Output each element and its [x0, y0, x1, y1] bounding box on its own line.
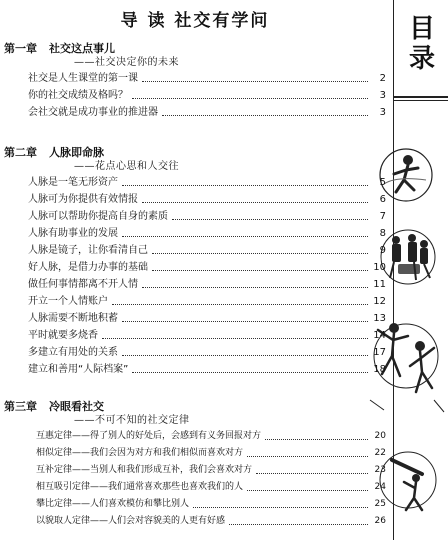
dot-leader — [112, 304, 368, 305]
entry-page: 7 — [379, 211, 386, 222]
dot-leader — [247, 456, 368, 457]
chapter-subtitle: ——花点心思和人交往 — [74, 161, 179, 172]
chapter-number: 第一章 — [4, 42, 37, 55]
dot-leader — [142, 287, 368, 288]
toc-entry[interactable] — [4, 293, 390, 310]
chapter-title: 社交这点事儿 — [49, 42, 115, 55]
entry-title: 以貌取人定律——人们会对容貌美的人更有好感 — [36, 516, 226, 526]
entry-title: 互惠定律——得了别人的好处后，会感到有义务回报对方 — [36, 431, 262, 441]
entry-page: 23 — [374, 465, 386, 475]
entry-title: 人脉可以帮助你提高自身的素质 — [28, 211, 168, 222]
entry-page: 12 — [373, 296, 386, 307]
side-title-char: 录 — [408, 44, 435, 74]
chapter-heading — [4, 146, 390, 160]
toc-entry[interactable] — [4, 445, 390, 462]
toc-entry[interactable] — [4, 208, 390, 225]
dot-leader — [102, 338, 368, 339]
side-strip — [393, 0, 448, 540]
dot-leader — [162, 115, 368, 116]
entry-page: 13 — [373, 313, 386, 324]
toc-entry[interactable] — [4, 327, 390, 344]
entry-title: 人脉有助事业的发展 — [28, 228, 118, 239]
dot-leader — [172, 219, 368, 220]
side-title-char: 目 — [408, 14, 435, 44]
toc-entry[interactable] — [4, 496, 390, 513]
entry-page: 17 — [373, 347, 386, 358]
dot-leader — [247, 490, 368, 491]
dot-leader — [122, 321, 368, 322]
toc-entry[interactable] — [4, 361, 390, 378]
entry-title: 平时就要多烧香 — [28, 330, 98, 341]
dot-leader — [152, 253, 368, 254]
entry-title: 攀比定律——人们喜欢模仿和攀比别人 — [36, 499, 190, 509]
toc-entry[interactable] — [4, 344, 390, 361]
dot-leader — [132, 98, 368, 99]
chapter-heading — [4, 400, 390, 414]
entry-title: 建立和善用“人际档案” — [28, 364, 129, 375]
toc-entry[interactable] — [4, 104, 390, 121]
dot-leader — [229, 524, 368, 525]
entry-title: 人脉需要不断地积蓄 — [28, 313, 118, 324]
chapter-section — [4, 400, 390, 530]
toc-entry[interactable] — [4, 191, 390, 208]
entry-title: 会社交就是成功事业的推进器 — [28, 107, 158, 118]
chapter-section — [4, 42, 390, 121]
entry-title: 互补定律——当别人和我们形成互补，我们会喜欢对方 — [36, 465, 253, 475]
entry-title: 人脉是一笔无形资产 — [28, 177, 118, 188]
dot-leader — [265, 439, 368, 440]
entry-page: 18 — [373, 364, 386, 375]
dot-leader — [122, 236, 368, 237]
entry-title: 社交是人生课堂的第一课 — [28, 73, 138, 84]
dot-leader — [142, 202, 368, 203]
chapter-subtitle: ——社交决定你的未来 — [74, 57, 179, 68]
toc-entry[interactable] — [4, 276, 390, 293]
toc-entry[interactable] — [4, 70, 390, 87]
entry-page: 3 — [379, 90, 386, 101]
dot-leader — [122, 355, 368, 356]
entry-title: 相互吸引定律——我们通常喜欢那些也喜欢我们的人 — [36, 482, 244, 492]
entry-page: 22 — [374, 448, 386, 458]
chapter-title: 人脉即命脉 — [49, 146, 104, 159]
entry-page: 26 — [374, 516, 386, 526]
chapter-number: 第三章 — [4, 400, 37, 413]
entry-title: 多建立有用处的关系 — [28, 347, 118, 358]
dot-leader — [152, 270, 368, 271]
chapter-title: 冷眼看社交 — [49, 400, 104, 413]
chapter-heading — [4, 42, 390, 56]
entry-page: 2 — [379, 73, 386, 84]
toc-entry[interactable] — [4, 225, 390, 242]
entry-page: 6 — [379, 194, 386, 205]
chapter-number: 第二章 — [4, 146, 37, 159]
toc-entry[interactable] — [4, 87, 390, 104]
entry-page: 25 — [374, 499, 386, 509]
page-header: 导 读 社交有学问 — [120, 11, 270, 31]
dot-leader — [193, 507, 368, 508]
chapter-subtitle: ——不可不知的社交定律 — [74, 415, 190, 426]
toc-entry[interactable] — [4, 259, 390, 276]
toc-entry[interactable] — [4, 428, 390, 445]
entry-title: 好人脉，是借力办事的基础 — [28, 262, 148, 273]
dot-leader — [142, 81, 368, 82]
toc-entry[interactable] — [4, 174, 390, 191]
entry-page: 3 — [379, 107, 386, 118]
entry-title: 人脉是镜子，让你看清自己 — [28, 245, 148, 256]
entry-page: 20 — [374, 431, 386, 441]
side-title — [400, 14, 444, 74]
entry-page: 8 — [379, 228, 386, 239]
toc-entry[interactable] — [4, 310, 390, 327]
toc-entry[interactable] — [4, 513, 390, 530]
dot-leader — [132, 372, 368, 373]
entry-page: 14 — [373, 330, 386, 341]
toc-entry[interactable] — [4, 462, 390, 479]
entry-title: 开立一个人情账户 — [28, 296, 108, 307]
side-divider — [394, 96, 448, 98]
toc-entry[interactable] — [4, 479, 390, 496]
entry-title: 做任何事情都离不开人情 — [28, 279, 138, 290]
entry-page: 11 — [373, 279, 386, 290]
entry-page: 5 — [379, 177, 386, 188]
chapter-section — [4, 146, 390, 378]
entry-page: 9 — [379, 245, 386, 256]
toc-entry[interactable] — [4, 242, 390, 259]
side-divider — [394, 100, 448, 101]
dot-leader — [256, 473, 368, 474]
entry-page: 10 — [373, 262, 386, 273]
entry-title: 你的社交成绩及格吗？ — [28, 90, 128, 101]
entry-title: 人脉可为你提供有效情报 — [28, 194, 138, 205]
dot-leader — [122, 185, 368, 186]
entry-page: 24 — [374, 482, 386, 492]
entry-title: 相似定律——我们会因为对方和我们相似而喜欢对方 — [36, 448, 244, 458]
